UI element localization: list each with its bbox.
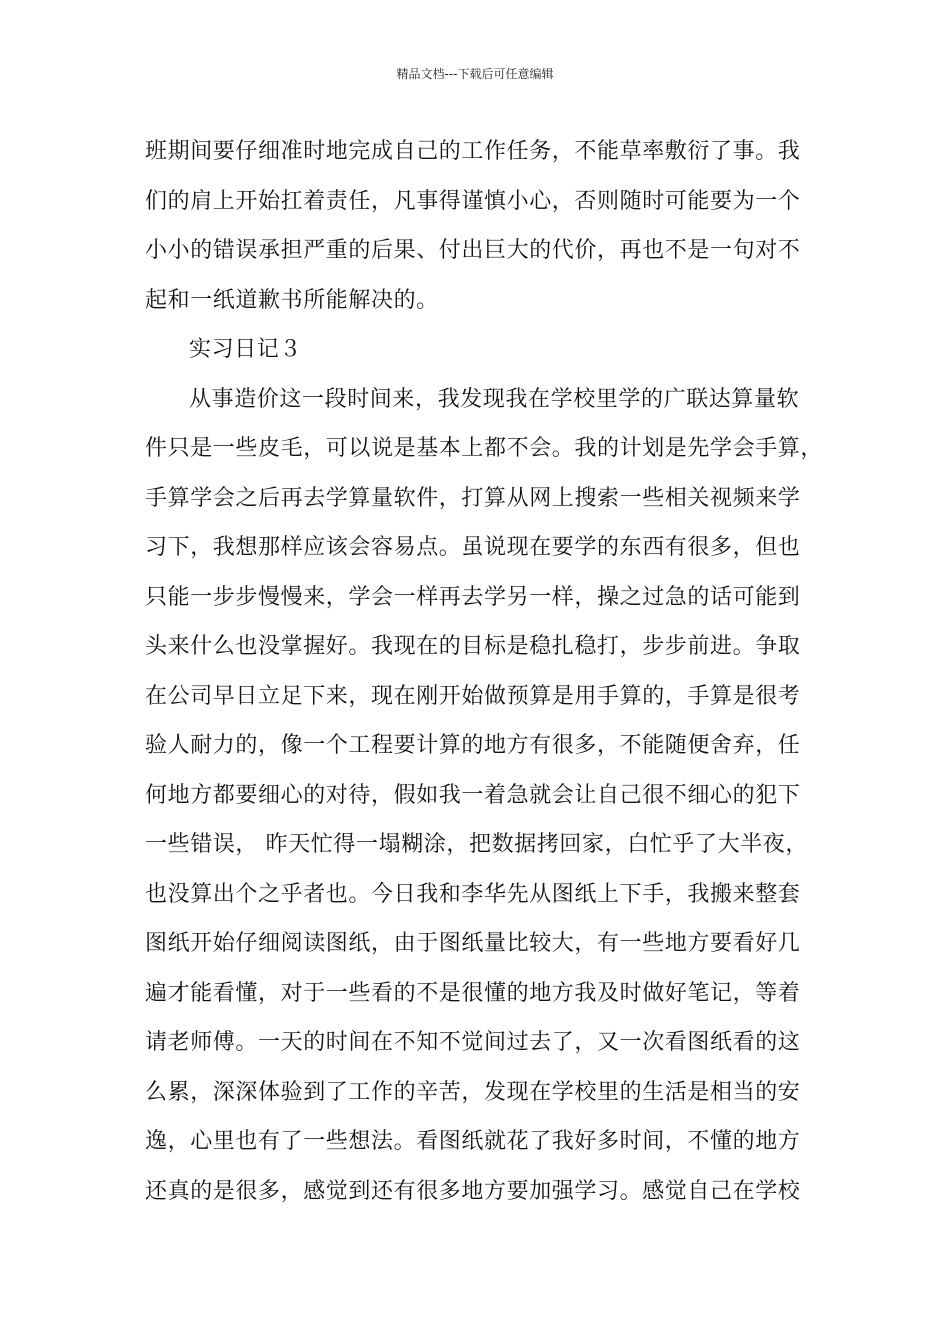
text-line: 验人耐力的，像一个工程要计算的地方有很多，不能随便舍弃，任: [145, 733, 801, 758]
text-line: 逸，心里也有了一些想法。看图纸就花了我好多时间，不懂的地方: [145, 1129, 801, 1154]
text-line: 遍才能看懂，对于一些看的不是很懂的地方我及时做好笔记，等着: [145, 980, 801, 1006]
text-line: 班期间要仔细准时地完成自己的工作任务，不能草率敷衍了事。我: [145, 139, 801, 164]
document-body: [145, 132, 824, 1221]
text-line: 只能一步步慢慢来，学会一样再去学另一样，操之过急的话可能到: [145, 584, 801, 610]
text-line: 起和一纸道歉书所能解决的。: [145, 287, 439, 313]
text-line: 从事造价这一段时间来，我发现我在学校里学的广联达算量软: [189, 386, 800, 412]
text-line: 小小的错误承担严重的后果、付出巨大的代价，再也不是一句对不: [145, 238, 801, 263]
text-line: 在公司早日立足下来，现在刚开始做预算是用手算的，手算是很考: [145, 683, 801, 709]
text-line: 手算学会之后再去学算量软件，打算从网上搜索一些相关视频来学: [145, 485, 801, 511]
text-line: 头来什么也没掌握好。我现在的目标是稳扎稳打，步步前进。争取: [145, 634, 801, 659]
text-line: 还真的是很多，感觉到还有很多地方要加强学习。感觉自己在学校: [145, 1178, 801, 1204]
text-line: 何地方都要细心的对待，假如我一着急就会让自己很不细心的犯下: [145, 782, 801, 808]
text-line: 一些错误， 昨天忙得一塌糊涂，把数据拷回家，白忙乎了大半夜，: [145, 832, 808, 857]
text-line: 图纸开始仔细阅读图纸，由于图纸量比较大，有一些地方要看好几: [145, 931, 801, 956]
text-line: 么累，深深体验到了工作的辛苦，发现在学校里的生活是相当的安: [145, 1079, 801, 1105]
text-line: 习下，我想那样应该会容易点。虽说现在要学的东西有很多，但也: [145, 535, 801, 560]
text-line: 们的肩上开始扛着责任，凡事得谨慎小心，否则随时可能要为一个: [145, 188, 801, 214]
text-line: 件只是一些皮毛，可以说是基本上都不会。我的计划是先学会手算，: [145, 436, 824, 461]
page-header: 精品文档---下载后可任意编辑: [396, 67, 554, 81]
text-line: 请老师傅。一天的时间在不知不觉间过去了，又一次看图纸看的这: [145, 1030, 801, 1055]
section-heading: 实习日记３: [189, 337, 303, 362]
text-line: 也没算出个之乎者也。今日我和李华先从图纸上下手，我搬来整套: [145, 881, 801, 907]
